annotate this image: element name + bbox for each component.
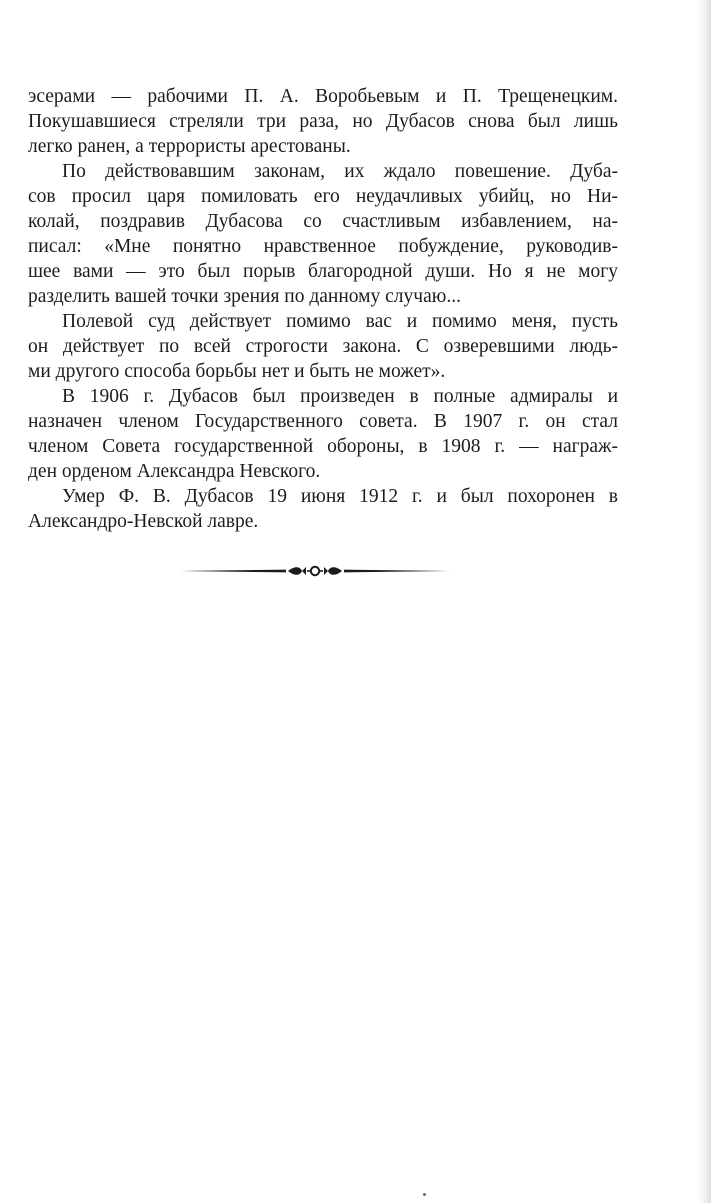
paragraph-start-line: В 1906 г. Дубасов был произведен в полные адмиралы и — [62, 386, 618, 407]
text-line: сов просил царя помиловать его неудачливых убийц, но Ни- — [28, 186, 618, 207]
text-line: эсерами — рабочими П. А. Воробьевым и П. Трещенецким. — [28, 86, 618, 107]
text-line: разделить вашей точки зрения по данному случаю... — [28, 286, 461, 307]
text-line: назначен членом Государственного совета. В 1907 г. он стал — [28, 411, 618, 432]
scan-speck — [423, 1193, 426, 1196]
text-line: колай, поздравив Дубасова со счастливым избавлением, на- — [28, 211, 618, 232]
text-line: легко ранен, а террористы арестованы. — [28, 136, 351, 157]
text-line: Александро-Невской лавре. — [28, 511, 259, 532]
text-line: членом Совета государственной обороны, в 1908 г. — награж- — [28, 436, 618, 457]
section-end-ornament-icon — [178, 562, 452, 580]
text-line: писал: «Мне понятно нравственное побуждение, руководив- — [28, 236, 618, 257]
text-line: Покушавшиеся стреляли три раза, но Дубасов снова был лишь — [28, 111, 618, 132]
paragraph-start-line: По действовавшим законам, их ждало повешение. Дуба- — [62, 161, 618, 182]
text-line: ден орденом Александра Невского. — [28, 461, 321, 482]
text-line: он действует по всей строгости закона. С озверевшими людь- — [28, 336, 618, 357]
paragraph-start-line: Умер Ф. В. Дубасов 19 июня 1912 г. и был похоронен в — [62, 486, 618, 507]
text-line: ми другого способа борьбы нет и быть не может». — [28, 361, 446, 382]
text-line: шее вами — это был порыв благородной души. Но я не могу — [28, 261, 618, 282]
paragraph-start-line: Полевой суд действует помимо вас и помимо меня, пусть — [62, 311, 618, 332]
scan-page-edge-shadow — [697, 0, 711, 1203]
body-text — [28, 84, 618, 534]
